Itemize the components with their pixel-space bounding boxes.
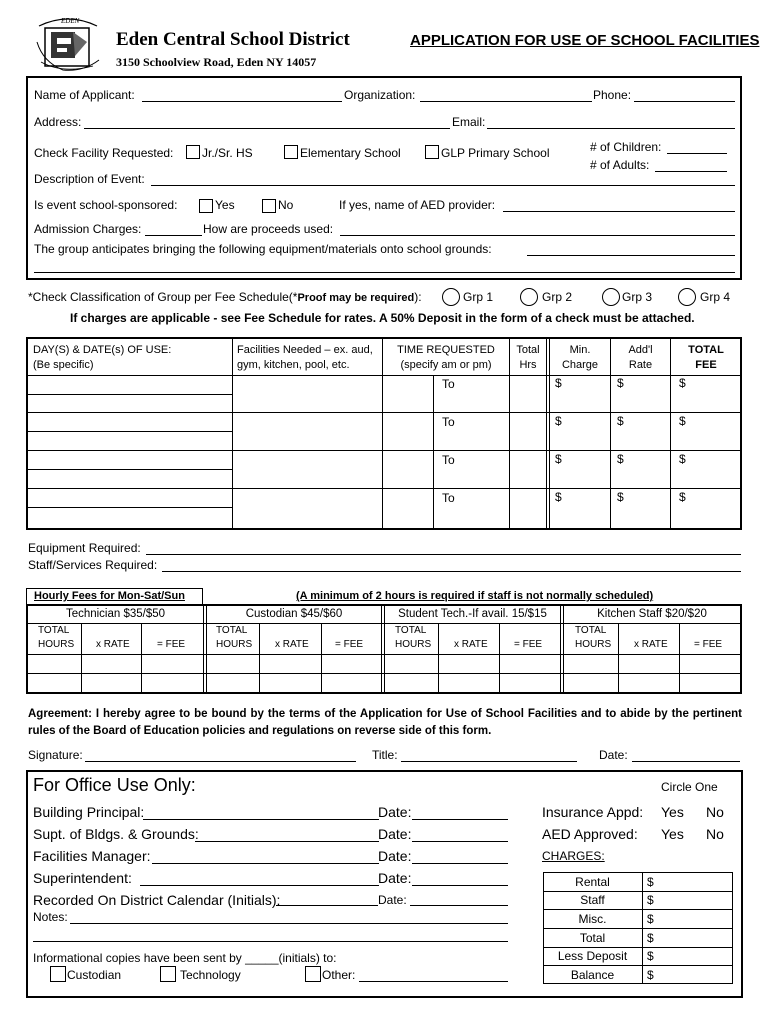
- equipment-bring-field-2[interactable]: [34, 272, 735, 273]
- superintendent-label: Superintendent:: [33, 870, 132, 886]
- organization-label: Organization:: [344, 88, 416, 102]
- supt-label: Supt. of Bldgs. & Grounds:: [33, 826, 199, 842]
- charges-line-3: [543, 928, 733, 929]
- usage-row-line-7: [28, 507, 232, 508]
- notes-field-2[interactable]: [33, 941, 508, 942]
- role-kitchen-staff: Kitchen Staff $20/$20: [597, 608, 707, 620]
- kitchen-hours-label: HOURS: [575, 639, 612, 650]
- aed-approved-label: AED Approved:: [542, 826, 638, 842]
- address-field[interactable]: [84, 128, 450, 129]
- aed-provider-field[interactable]: [503, 211, 735, 212]
- row2-fee-dollar: $: [679, 414, 686, 428]
- phone-label: Phone:: [593, 88, 632, 102]
- row1-min-dollar: $: [555, 376, 562, 390]
- hourly-vline-6: [499, 623, 500, 692]
- kitchen-total-label: TOTAL: [575, 625, 607, 636]
- aed-yes[interactable]: Yes: [661, 826, 684, 842]
- manager-date-field[interactable]: [412, 863, 508, 864]
- student-tech-fee-label: = FEE: [514, 639, 543, 650]
- col-facilities-subheader: gym, kitchen, pool, etc.: [237, 359, 350, 371]
- charge-balance-dollar: $: [647, 968, 654, 982]
- sponsored-yes-checkbox[interactable]: [199, 199, 213, 213]
- kitchen-rate-label: x RATE: [634, 639, 668, 650]
- email-label: Email:: [452, 115, 486, 129]
- adults-label: # of Adults:: [590, 158, 650, 172]
- office-use-title: For Office Use Only:: [33, 775, 196, 795]
- equipment-bring-field[interactable]: [527, 255, 735, 256]
- hourly-minimum-note: (A minimum of 2 hours is required if staff is not normally scheduled): [296, 590, 654, 602]
- usage-table-vline-3: [433, 376, 434, 528]
- student-tech-hours-label: HOURS: [395, 639, 432, 650]
- row3-to: To: [442, 453, 455, 467]
- supt-field[interactable]: [195, 841, 379, 842]
- description-label: Description of Event:: [34, 172, 145, 186]
- charge-rental-label: Rental: [575, 875, 610, 889]
- custodian-fee-label: = FEE: [335, 639, 364, 650]
- hourly-vline-3: [259, 623, 260, 692]
- usage-row-line-6: [28, 488, 740, 489]
- superintendent-date-field[interactable]: [412, 885, 508, 886]
- charge-misc-label: Misc.: [578, 912, 607, 926]
- usage-row-line-3: [28, 431, 232, 432]
- col-total-fee-header: TOTAL: [688, 344, 724, 356]
- custodian-checkbox[interactable]: [50, 966, 66, 982]
- row4-fee-dollar: $: [679, 490, 686, 504]
- hourly-vline-2: [141, 623, 142, 692]
- charge-staff-dollar: $: [647, 893, 654, 907]
- hourly-vline-5: [438, 623, 439, 692]
- supt-date-field[interactable]: [412, 841, 508, 842]
- phone-field[interactable]: [634, 101, 735, 102]
- row3-min-dollar: $: [555, 452, 562, 466]
- principal-date-field[interactable]: [412, 819, 508, 820]
- custodian-total-label: TOTAL: [216, 625, 248, 636]
- hourly-vline-4: [321, 623, 322, 692]
- hourly-title: Hourly Fees for Mon-Sat/Sun: [34, 590, 185, 602]
- equipment-bring-label: The group anticipates bringing the following equipment/materials onto school grounds:: [34, 242, 492, 256]
- kitchen-fee-label: = FEE: [694, 639, 723, 650]
- row4-to: To: [442, 491, 455, 505]
- calendar-date-label: Date:: [378, 893, 407, 907]
- proof-required-text: Proof may be required: [297, 292, 415, 304]
- charge-staff-label: Staff: [580, 893, 605, 907]
- charges-line-2: [543, 909, 733, 910]
- copies-label: Informational copies have been sent by _____(initials) to:: [33, 951, 337, 965]
- title-field[interactable]: [401, 761, 577, 762]
- custodian-hours-label: HOURS: [216, 639, 253, 650]
- charges-heading: CHARGES:: [542, 849, 605, 863]
- facility-glp-checkbox[interactable]: [425, 145, 439, 159]
- sponsored-yes-label: Yes: [215, 198, 235, 212]
- district-address: 3150 Schoolview Road, Eden NY 14057: [116, 55, 317, 69]
- calendar-field[interactable]: [276, 905, 378, 906]
- grp3-label: Grp 3: [622, 290, 653, 304]
- superintendent-field[interactable]: [140, 885, 379, 886]
- row3-fee-dollar: $: [679, 452, 686, 466]
- charge-total-label: Total: [579, 931, 606, 945]
- children-label: # of Children:: [590, 140, 662, 154]
- other-label: Other:: [322, 968, 356, 982]
- proceeds-field[interactable]: [340, 235, 735, 236]
- classification-label-post: ):: [414, 290, 422, 304]
- row2-min-dollar: $: [555, 414, 562, 428]
- grp3-radio[interactable]: [602, 288, 620, 306]
- row1-fee-dollar: $: [679, 376, 686, 390]
- col-min-charge-header: Min.: [569, 344, 591, 356]
- row2-addl-dollar: $: [617, 414, 624, 428]
- notes-field[interactable]: [70, 923, 508, 924]
- agreement-text: Agreement: I hereby agree to be bound by the terms of the Application for Use of School Facilities and to abide by the pertinent rules of the Board of Education policies and regulations on reverse side of this form.: [28, 708, 742, 737]
- district-logo: [33, 12, 103, 74]
- calendar-label: Recorded On District Calendar (Initials):: [33, 892, 281, 908]
- district-name: Eden Central School District: [116, 29, 350, 50]
- hourly-header-line: [28, 654, 740, 655]
- col-min-charge-subheader: Charge: [561, 359, 599, 371]
- usage-row-line-2: [28, 412, 740, 413]
- adults-field[interactable]: [655, 171, 727, 172]
- applicant-name-label: Name of Applicant:: [34, 88, 135, 102]
- col-total-hrs-header: Total: [516, 344, 540, 356]
- proceeds-label: How are proceeds used:: [203, 222, 334, 236]
- role-technician: Technician $35/$50: [65, 608, 166, 620]
- charge-misc-dollar: $: [647, 912, 654, 926]
- signature-field[interactable]: [85, 761, 356, 762]
- deposit-notice: If charges are applicable - see Fee Schedule for rates. A 50% Deposit in the form of a check must be attached.: [70, 311, 695, 325]
- charge-total-dollar: $: [647, 931, 654, 945]
- usage-table-vline-1: [232, 339, 233, 528]
- technician-fee-label: = FEE: [157, 639, 186, 650]
- notes-label: Notes:: [33, 910, 68, 924]
- principal-field[interactable]: [143, 819, 379, 820]
- hourly-role-line: [28, 623, 740, 624]
- hourly-vline-8: [679, 623, 680, 692]
- equipment-required-field[interactable]: [146, 554, 741, 555]
- classification-label: [28, 290, 422, 304]
- superintendent-date-label: Date:: [378, 870, 412, 886]
- col-days-header: DAY(S) & DATE(s) OF USE:: [33, 344, 172, 356]
- charge-balance-label: Balance: [570, 968, 615, 982]
- sponsored-no-checkbox[interactable]: [262, 199, 276, 213]
- role-custodian: Custodian $45/$60: [245, 608, 343, 620]
- signature-label: Signature:: [28, 748, 83, 762]
- supt-date-label: Date:: [378, 826, 412, 842]
- col-facilities-header: Facilities Needed – ex. aud,: [237, 344, 373, 356]
- custodian-label: Custodian: [67, 968, 122, 982]
- col-days-subheader: (Be specific): [33, 359, 94, 371]
- facility-glp-label: GLP Primary School: [441, 146, 550, 160]
- charges-line-1: [543, 891, 733, 892]
- col-total-fee-subheader: FEE: [695, 359, 717, 371]
- technology-checkbox[interactable]: [160, 966, 176, 982]
- insurance-yes[interactable]: Yes: [661, 804, 684, 820]
- col-total-hrs-subheader: Hrs: [519, 359, 537, 371]
- usage-row-line-4: [28, 450, 740, 451]
- charges-line-4: [543, 947, 733, 948]
- technician-hours-label: HOURS: [38, 639, 75, 650]
- aed-no[interactable]: No: [706, 826, 724, 842]
- custodian-rate-label: x RATE: [275, 639, 309, 650]
- facility-jrsr-label: Jr./Sr. HS: [202, 146, 253, 160]
- charge-deposit-label: Less Deposit: [557, 949, 628, 963]
- charge-deposit-dollar: $: [647, 949, 654, 963]
- grp2-label: Grp 2: [542, 290, 573, 304]
- principal-label: Building Principal:: [33, 804, 145, 820]
- grp4-radio[interactable]: [678, 288, 696, 306]
- equipment-required-label: Equipment Required:: [28, 541, 141, 555]
- hourly-row-line: [28, 673, 740, 674]
- role-student-tech: Student Tech.-If avail. 15/$15: [398, 608, 547, 620]
- col-time-subheader: (specify am or pm): [400, 359, 492, 371]
- date-field[interactable]: [632, 761, 740, 762]
- sponsored-label: Is event school-sponsored:: [34, 198, 178, 212]
- admission-field[interactable]: [145, 235, 202, 236]
- row1-addl-dollar: $: [617, 376, 624, 390]
- row1-to: To: [442, 377, 455, 391]
- row2-to: To: [442, 415, 455, 429]
- usage-row-line-1: [28, 394, 232, 395]
- email-field[interactable]: [487, 128, 735, 129]
- row3-addl-dollar: $: [617, 452, 624, 466]
- col-time-header: TIME REQUESTED: [397, 344, 495, 356]
- grp1-radio[interactable]: [442, 288, 460, 306]
- organization-field[interactable]: [420, 101, 592, 102]
- admission-label: Admission Charges:: [34, 222, 142, 236]
- student-tech-rate-label: x RATE: [454, 639, 488, 650]
- charges-line-5: [543, 965, 733, 966]
- grp1-label: Grp 1: [463, 290, 494, 304]
- facility-elementary-checkbox[interactable]: [284, 145, 298, 159]
- technician-total-label: TOTAL: [38, 625, 70, 636]
- children-field[interactable]: [667, 153, 727, 154]
- calendar-date-field[interactable]: [410, 905, 508, 906]
- row4-min-dollar: $: [555, 490, 562, 504]
- other-field[interactable]: [359, 981, 508, 982]
- logo-text: EDEN: [61, 17, 80, 25]
- usage-row-line-5: [28, 469, 232, 470]
- aed-provider-label: If yes, name of AED provider:: [339, 198, 496, 212]
- grp2-radio[interactable]: [520, 288, 538, 306]
- technology-label: Technology: [180, 968, 241, 982]
- principal-date-label: Date:: [378, 804, 412, 820]
- sponsored-no-label: No: [278, 198, 294, 212]
- col-addl-rate-header: Add'l: [628, 344, 653, 356]
- applicant-name-field[interactable]: [142, 101, 342, 102]
- staff-required-label: Staff/Services Required:: [28, 558, 158, 572]
- date-label: Date:: [599, 748, 628, 762]
- manager-date-label: Date:: [378, 848, 412, 864]
- facility-jrsr-checkbox[interactable]: [186, 145, 200, 159]
- facility-elementary-label: Elementary School: [300, 146, 401, 160]
- insurance-no[interactable]: No: [706, 804, 724, 820]
- charge-rental-dollar: $: [647, 875, 654, 889]
- circle-one-label: Circle One: [661, 780, 718, 794]
- hourly-vline-7: [618, 623, 619, 692]
- form-title: APPLICATION FOR USE OF SCHOOL FACILITIES: [410, 32, 760, 49]
- usage-header-line: [28, 375, 740, 376]
- staff-required-field[interactable]: [162, 571, 741, 572]
- manager-field[interactable]: [152, 863, 379, 864]
- col-addl-rate-subheader: Rate: [628, 359, 653, 371]
- other-checkbox[interactable]: [305, 966, 321, 982]
- student-tech-total-label: TOTAL: [395, 625, 427, 636]
- facility-label: Check Facility Requested:: [34, 146, 174, 160]
- grp4-label: Grp 4: [700, 290, 731, 304]
- hourly-vline-1: [81, 623, 82, 692]
- description-field[interactable]: [151, 185, 735, 186]
- insurance-label: Insurance Appd:: [542, 804, 644, 820]
- classification-label-pre: *Check Classification of Group per Fee Schedule(*: [28, 290, 298, 304]
- technician-rate-label: x RATE: [96, 639, 130, 650]
- address-label: Address:: [34, 115, 82, 129]
- row4-addl-dollar: $: [617, 490, 624, 504]
- manager-label: Facilities Manager:: [33, 848, 151, 864]
- title-label: Title:: [372, 748, 398, 762]
